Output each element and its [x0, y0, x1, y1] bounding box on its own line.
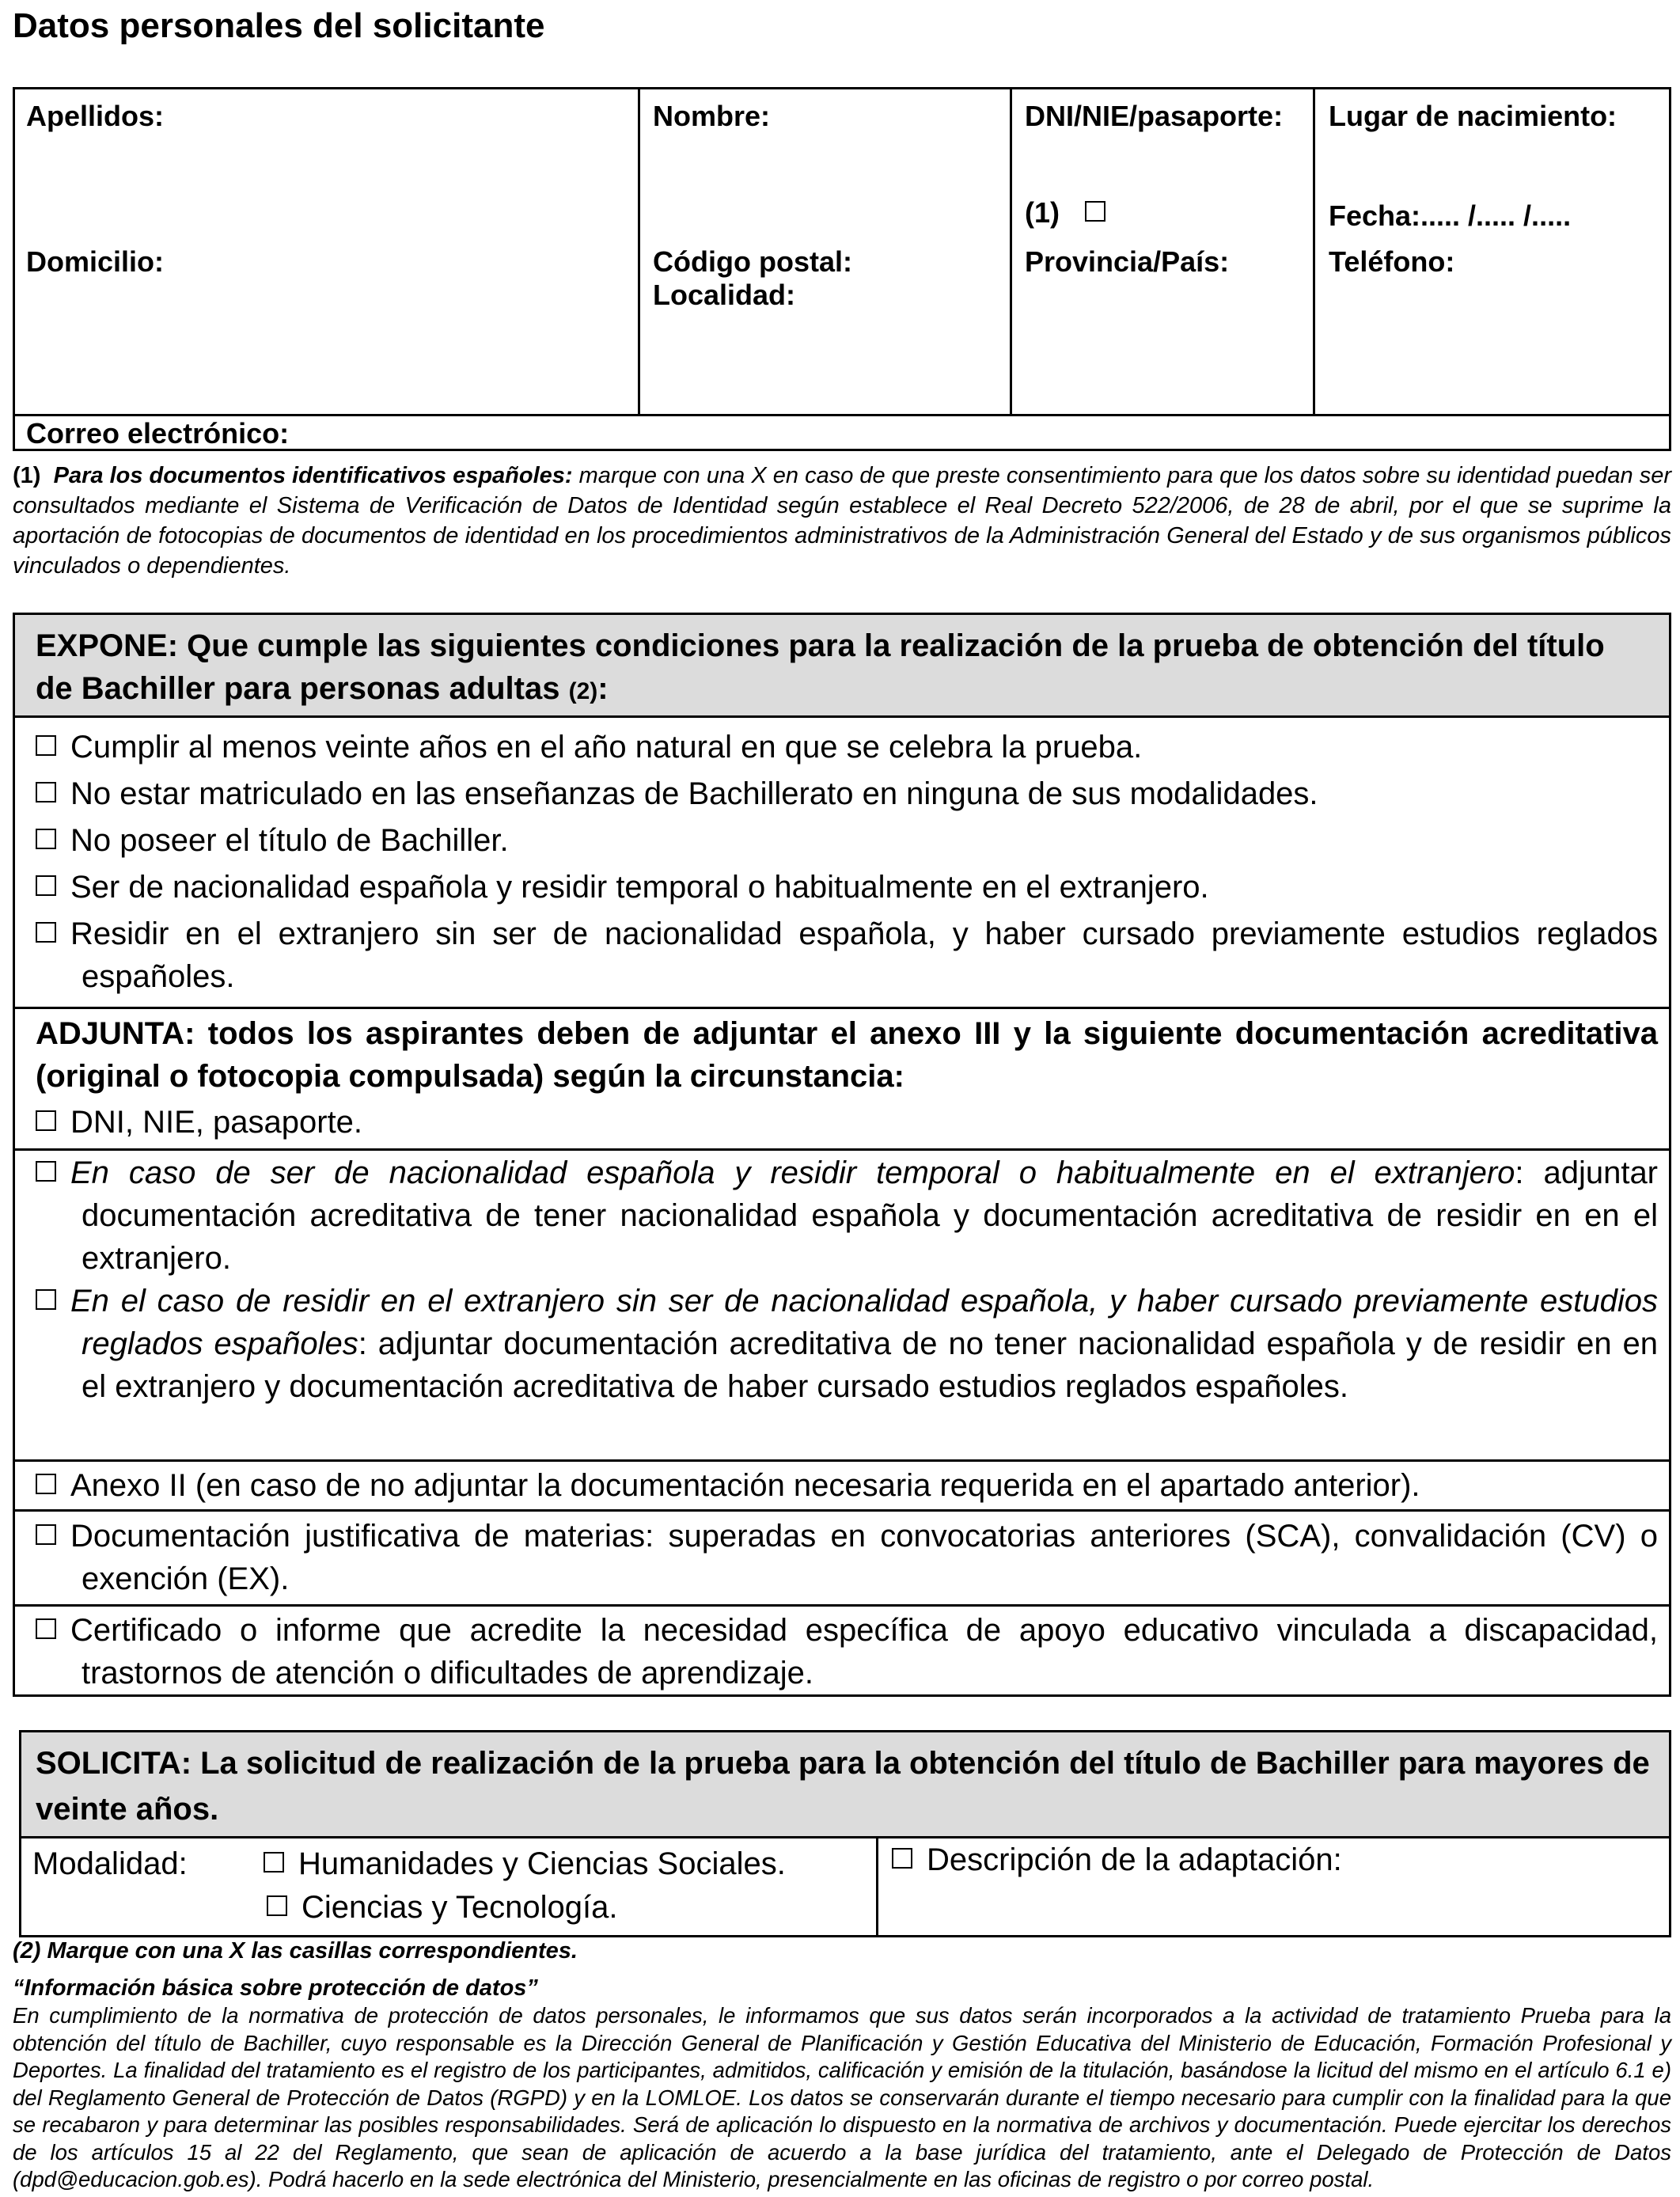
adjunta-certificado-text: Certificado o informe que acredite la necesidad específica de apoyo educativo vinculada a discapacidad, trastornos de atención o dificultades de aprendizaje. — [70, 1613, 1658, 1690]
condition-text: No estar matriculado en las enseñanzas de Bachillerato en ninguna de sus modalidades. — [70, 776, 1318, 811]
page-title: Datos personales del solicitante — [13, 6, 545, 45]
expone-heading-note: (2) — [568, 678, 598, 704]
condition-item — [36, 819, 1658, 862]
condition-checkbox[interactable] — [36, 922, 56, 943]
adjunta-certificado-checkbox[interactable] — [36, 1618, 56, 1639]
codigo-postal-field[interactable]: Código postal: — [653, 245, 852, 278]
humanidades-checkbox[interactable] — [264, 1852, 284, 1873]
dni-field[interactable]: DNI/NIE/pasaporte: — [1025, 100, 1284, 132]
adjunta-dni-checkbox[interactable] — [36, 1110, 56, 1131]
adaptacion-checkbox[interactable] — [892, 1848, 912, 1869]
condition-item — [36, 726, 1658, 768]
adjunta-extranjero-text: : adjuntar documentación acreditativa de tener nacionalidad española y documentación acreditativa de residir en en el extranjero. — [82, 1155, 1659, 1276]
footnote-2: (2) Marque con una X las casillas correspondientes. — [13, 1938, 578, 1964]
provincia-field[interactable]: Provincia/País: — [1025, 245, 1230, 278]
ciencias-label: Ciencias y Tecnología. — [301, 1890, 618, 1925]
adjunta-materias-checkbox[interactable] — [36, 1524, 56, 1545]
adjunta-materias-text: Documentación justificativa de materias: superadas en convocatorias anteriores (SCA), convalidación (CV) o exención (EX). — [70, 1519, 1658, 1596]
dni-note-ref: (1) — [1025, 196, 1060, 229]
localidad-field[interactable]: Localidad: — [653, 279, 796, 311]
adjunta-item-anexo — [36, 1464, 1658, 1507]
dni-consent-checkbox[interactable] — [1085, 201, 1105, 222]
solicita-section — [19, 1730, 1671, 1937]
footnote-1-bold: Para los documentos identificativos españoles: — [53, 463, 573, 488]
humanidades-label: Humanidades y Ciencias Sociales. — [298, 1846, 786, 1881]
condition-checkbox[interactable] — [36, 829, 56, 849]
adjunta-anexo-text: Anexo II (en caso de no adjuntar la documentación necesaria requerida en el apartado anterior). — [70, 1468, 1420, 1503]
condition-text: Residir en el extranjero sin ser de nacionalidad española, y haber cursado previamente estudios reglados españoles. — [70, 916, 1658, 994]
footnote-1 — [13, 461, 1671, 581]
footnote-1-number: (1) — [13, 463, 41, 488]
adjunta-dni-text: DNI, NIE, pasaporte. — [70, 1105, 363, 1140]
adjunta-item-materias — [36, 1515, 1658, 1600]
adjunta-item-certificado — [36, 1609, 1658, 1694]
adaptacion-field — [892, 1837, 1342, 1883]
apellidos-field[interactable]: Apellidos: — [26, 100, 165, 132]
condition-item — [36, 866, 1658, 909]
data-protection-heading: “Información básica sobre protección de datos” — [13, 1975, 538, 2001]
adjunta-extranjero-italic: En caso de ser de nacionalidad española y residir temporal o habitualmente en el extranjero — [70, 1155, 1515, 1190]
adjunta-item-no-nacional — [36, 1280, 1658, 1408]
adjunta-heading: ADJUNTA: todos los aspirantes deben de adjuntar el anexo III y la siguiente documentación acreditativa (original o fotocopia compulsada) según la circunstancia: — [36, 1016, 1658, 1094]
condition-item — [36, 772, 1658, 815]
adjunta-anexo-checkbox[interactable] — [36, 1474, 56, 1494]
ciencias-checkbox[interactable] — [267, 1895, 287, 1916]
footnote-1-text: marque con una X en caso de que preste consentimiento para que los datos sobre su identidad puedan ser consultados mediante el Sistema de Verificación de Datos de Identidad según establece el Real Decreto 522/2006, de 28 de abril, por el que se suprime la aportación de fotocopias de documentos de identidad en los procedimientos administrativos de la Administración General del Estado y de sus organismos públicos vinculados o dependientes. — [13, 463, 1671, 579]
adjunta-no-nacional-checkbox[interactable] — [36, 1289, 56, 1310]
fecha-field[interactable]: Fecha:..... /..... /..... — [1329, 199, 1572, 232]
correo-field[interactable]: Correo electrónico: — [26, 417, 290, 450]
lugar-nacimiento-field[interactable]: Lugar de nacimiento: — [1329, 100, 1617, 132]
expone-heading — [15, 615, 1669, 718]
condition-checkbox[interactable] — [36, 782, 56, 803]
adjunta-item-dni — [36, 1101, 1658, 1144]
modalidad-option-humanidades — [264, 1841, 786, 1887]
nombre-field[interactable]: Nombre: — [653, 100, 771, 132]
adjunta-item-extranjero — [36, 1152, 1658, 1280]
solicita-heading: SOLICITA: La solicitud de realización de la prueba para la obtención del título de Bachiller para mayores de veinte años. — [21, 1732, 1669, 1838]
adjunta-no-nacional-text: : adjuntar documentación acreditativa de no tener nacionalidad española y de residir en en el extranjero y documentación acreditativa de haber cursado estudios reglados españoles. — [82, 1326, 1658, 1404]
condition-checkbox[interactable] — [36, 735, 56, 756]
modalidad-option-ciencias — [267, 1884, 618, 1930]
condition-item — [36, 913, 1658, 998]
personal-data-table — [13, 87, 1671, 451]
condition-checkbox[interactable] — [36, 875, 56, 896]
adjunta-no-nacional-italic: En el caso de residir en el extranjero sin ser de nacionalidad española, y haber cursado previamente estudios reglados españoles — [70, 1284, 1658, 1361]
expone-heading-end: : — [597, 671, 609, 706]
telefono-field[interactable]: Teléfono: — [1329, 245, 1455, 278]
expone-section — [13, 613, 1671, 1697]
condition-text: No poseer el título de Bachiller. — [70, 823, 509, 858]
data-protection-text: En cumplimiento de la normativa de protección de datos personales, le informamos que sus datos serán incorporados a la actividad de tratamiento Prueba para la obtención del título de Bachiller, cuyo responsable es la Dirección General de Planificación y Gestión Educativa del Ministerio de Educación, Formación Profesional y Deportes. La finalidad del tratamiento es el registro de los participantes, admitidos, calificación y emisión de la titulación, basándose la licitud del mismo en el artículo 6.1 e) del Reglamento General de Protección de Datos (RGPD) y en la LOMLOE. Los datos se conservarán durante el tiempo necesario para cumplir con la finalidad para la que se recabaron y para determinar las posibles responsabilidades. Será de aplicación lo dispuesto en la normativa de archivos y documentación. Puede ejercitar los derechos de los artículos 15 al 22 del Reglamento, que sean de aplicación de acuerdo a la base jurídica del tratamiento, ante el Delegado de Protección de Datos (dpd@educacion.gob.es). Podrá hacerlo en la sede electrónica del Ministerio, presencialmente en las oficinas de registro o por correo postal. — [13, 2003, 1671, 2191]
adjunta-extranjero-checkbox[interactable] — [36, 1161, 56, 1182]
modalidad-label: Modalidad: — [32, 1846, 188, 1881]
domicilio-field[interactable]: Domicilio: — [26, 245, 165, 278]
condition-text: Cumplir al menos veinte años en el año natural en que se celebra la prueba. — [70, 730, 1143, 765]
condition-text: Ser de nacionalidad española y residir temporal o habitualmente en el extranjero. — [70, 870, 1209, 905]
dni-consent — [1025, 195, 1120, 230]
expone-heading-text: EXPONE: Que cumple las siguientes condiciones para la realización de la prueba de obtención del título de Bachiller para personas adultas — [36, 628, 1605, 706]
adaptacion-label: Descripción de la adaptación: — [927, 1842, 1342, 1877]
